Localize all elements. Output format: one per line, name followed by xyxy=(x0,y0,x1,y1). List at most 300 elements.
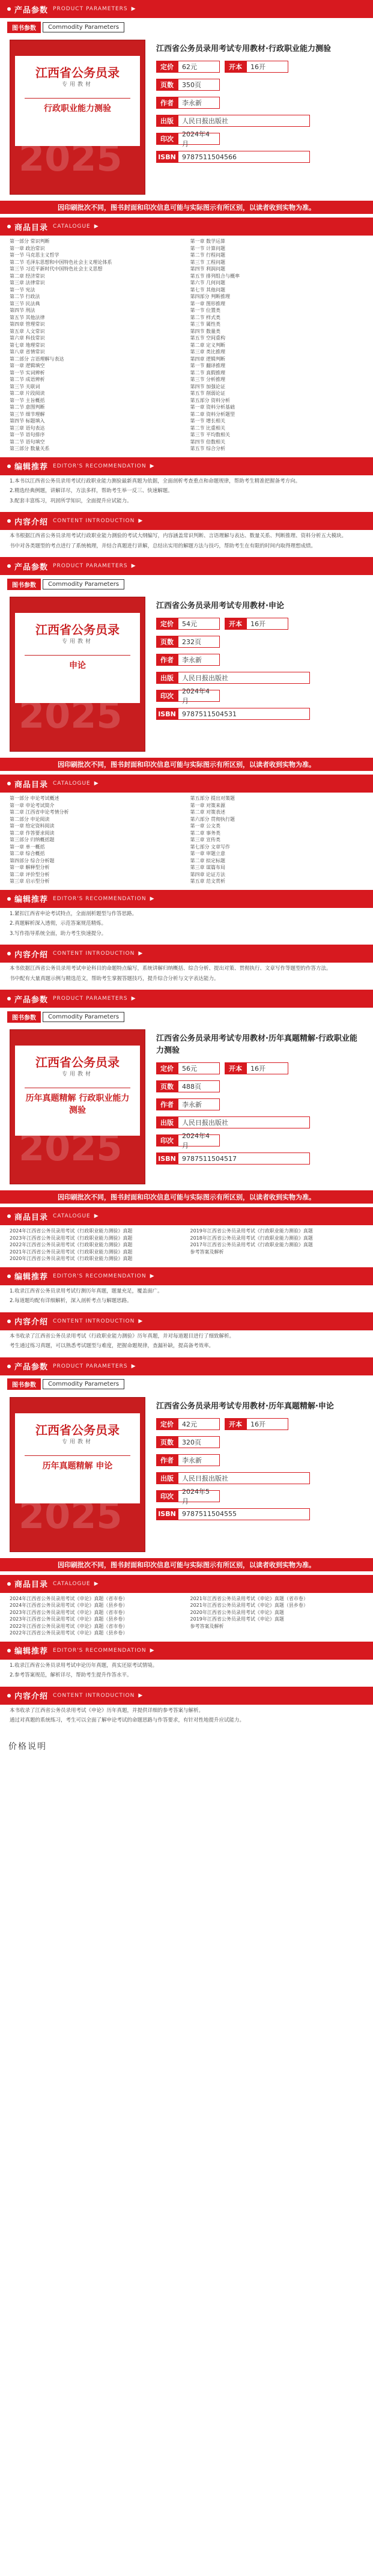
commodity-params-tag: Commodity Parameters xyxy=(43,22,124,32)
param-value: 488页 xyxy=(178,1080,220,1092)
catalog-item: 第三节 习近平新时代中国特色社会主义思想 xyxy=(10,266,103,272)
catalog-item: 2017年江西省公务员录用考试《行政职业能力测验》真题 xyxy=(190,1242,313,1247)
catalog-item: 第一节 宪法 xyxy=(10,287,35,293)
section-title-en: EDITOR'S RECOMMENDATION xyxy=(53,463,147,469)
catalog-item: 第一章 单一概括 xyxy=(10,844,45,850)
bullet-icon xyxy=(7,952,11,955)
product-card xyxy=(0,1026,373,1190)
bullet-icon xyxy=(7,1365,11,1368)
content-intro-text xyxy=(0,1330,373,1357)
catalog-item: 2022年江西省公务员录用考试《行政职业能力测验》真题 xyxy=(10,1242,133,1247)
chevron-right-icon: ▶ xyxy=(138,518,143,524)
catalog-item: 第一节 翻译推理 xyxy=(190,363,226,368)
book-params-header xyxy=(7,1379,373,1390)
cover-title: 江西省公务员录 xyxy=(35,1055,120,1070)
catalog-item: 第五节 综合分析 xyxy=(190,446,226,451)
section-title: 内容介绍 xyxy=(14,1318,49,1327)
product-info xyxy=(145,1029,363,1184)
paragraph: 3.写作指导系统全面，助力考生快速提分。 xyxy=(10,930,107,937)
cover-title: 江西省公务员录 xyxy=(35,65,120,80)
catalog-item: 第一节 计算问题 xyxy=(190,245,226,251)
catalog-item: 第六部分 贯彻执行题 xyxy=(190,816,235,822)
book-cover-image xyxy=(10,597,145,752)
param-value: 2024年5月 xyxy=(178,1490,220,1502)
section-title-en: PRODUCT PARAMETERS xyxy=(53,996,128,1002)
section-title-en: CATALOGUE xyxy=(53,1580,91,1587)
catalog-item: 第一章 审题立意 xyxy=(190,851,226,856)
paragraph: 本书根据江西省公务员录用考试行政职业能力测验的考试大纲编写，内容涵盖常识判断、言语理解与表达、数量关系、判断推理、资料分析五大模块。 xyxy=(10,533,347,539)
catalog-item: 第二章 经济常识 xyxy=(10,273,45,279)
section-title: 商品目录 xyxy=(14,1580,49,1589)
catalog-item: 第一章 公文类 xyxy=(190,823,221,829)
param-label: 印次 xyxy=(156,133,178,145)
param-value: 9787511504555 xyxy=(178,1508,310,1520)
bullet-icon xyxy=(7,1214,11,1218)
param-row xyxy=(156,1472,363,1485)
paragraph: 书中对各类题型的考点进行了系统梳理，并结合真题进行讲解，总结出实用的解题方法与技巧，帮助考生在有限的时间内取得理想成绩。 xyxy=(10,543,317,549)
product-params-bar xyxy=(0,557,373,575)
notice-banner: 因印刷批次不同，图书封面和印次信息可能与实际图示有所区别，以读者收到实物为准。 xyxy=(0,201,373,214)
catalog-item: 第三节 细节理解 xyxy=(10,411,45,417)
catalog-item: 第四节 利润问题 xyxy=(190,266,226,272)
section-title: 产品参数 xyxy=(14,995,49,1005)
param-value: 2024年4月 xyxy=(178,133,220,145)
content-intro-bar xyxy=(0,512,373,530)
param-value: 232页 xyxy=(178,636,220,648)
param-value: 李永新 xyxy=(178,97,220,109)
bullet-icon xyxy=(7,225,11,228)
commodity-params-tag: Commodity Parameters xyxy=(43,1012,124,1022)
book-name: 江西省公务员录用考试专用教材·历年真题精解·行政职业能力测验 xyxy=(156,1034,357,1055)
bullet-icon xyxy=(7,1649,11,1652)
catalog-item: 第五部分 资料分析 xyxy=(190,397,231,403)
section-title: 编辑推荐 xyxy=(14,895,49,904)
catalog-item: 第二章 评价型分析 xyxy=(10,871,50,877)
content-intro-bar xyxy=(0,945,373,963)
catalog-item: 2024年江西省公务员录用考试《申论》真题（省市卷） xyxy=(10,1595,128,1601)
catalog-item: 第一章 解释型分析 xyxy=(10,865,50,870)
param-value: 李永新 xyxy=(178,1454,220,1466)
catalog-item: 2018年江西省公务员录用考试《行政职业能力测验》真题 xyxy=(190,1235,313,1241)
book-params-tag: 图书参数 xyxy=(7,579,41,590)
param-label: 开本 xyxy=(225,61,246,73)
param-label: 作者 xyxy=(156,654,178,666)
cover-title: 江西省公务员录 xyxy=(35,1422,120,1437)
catalog-item: 第七章 地理常识 xyxy=(10,342,45,348)
param-label: 定价 xyxy=(156,1418,178,1430)
param-row xyxy=(156,130,363,148)
catalog-item: 第二部分 言语理解与表达 xyxy=(10,356,64,362)
param-row xyxy=(156,1098,363,1111)
section-title: 内容介绍 xyxy=(14,950,49,960)
catalog-item: 第五节 其他法律 xyxy=(10,314,45,320)
catalog-item: 2023年江西省公务员录用考试《申论》真题（县乡卷） xyxy=(10,1616,128,1622)
param-row xyxy=(156,1454,363,1467)
catalog-item: 第一节 实词辨析 xyxy=(10,370,45,376)
catalog-item: 第五节 空间重构 xyxy=(190,335,226,341)
catalog-column xyxy=(10,1595,183,1637)
chevron-right-icon: ▶ xyxy=(94,1213,99,1219)
chevron-right-icon: ▶ xyxy=(150,1647,154,1654)
bullet-icon xyxy=(7,782,11,785)
catalog-item: 参考答案及解析 xyxy=(190,1623,224,1629)
catalog-item: 第六章 科技常识 xyxy=(10,335,45,341)
catalog-list xyxy=(0,793,373,890)
catalog-bar xyxy=(0,1207,373,1225)
bullet-icon xyxy=(7,564,11,568)
catalog-item: 第三章 语句表达 xyxy=(10,425,45,431)
param-label: ISBN xyxy=(156,1508,178,1520)
section-title: 产品参数 xyxy=(14,1363,49,1372)
catalog-item: 第二章 综合概括 xyxy=(10,851,45,856)
param-label: 页数 xyxy=(156,1436,178,1448)
catalog-item: 第二节 意图判断 xyxy=(10,404,45,410)
bullet-icon xyxy=(7,1274,11,1278)
param-label: 出版 xyxy=(156,1116,178,1128)
catalog-item: 第四节 刑法 xyxy=(10,308,35,313)
book-cover-image xyxy=(10,1029,145,1184)
paragraph: 2.精选经典例题，讲解详尽，方法多样，帮助考生举一反三、快速解题。 xyxy=(10,488,173,494)
param-row xyxy=(156,687,363,705)
section-title-en: CONTENT INTRODUCTION xyxy=(53,1692,135,1699)
section-title: 商品目录 xyxy=(14,1213,49,1222)
cover-subject: 行政职业能力测验 xyxy=(25,98,130,114)
param-value: 16开 xyxy=(246,618,288,630)
catalog-column xyxy=(183,1595,364,1637)
catalog-item: 2023年江西省公务员录用考试《申论》真题（省市卷） xyxy=(10,1609,128,1615)
catalog-item: 第二章 事务类 xyxy=(190,830,221,836)
product-card xyxy=(0,1393,373,1558)
book-params-header xyxy=(7,1011,373,1022)
param-row xyxy=(156,1417,363,1431)
param-value: 人民日报出版社 xyxy=(178,672,310,684)
param-label: 出版 xyxy=(156,115,178,127)
param-row xyxy=(156,653,363,666)
catalog-item: 第二章 对策表述 xyxy=(190,809,226,815)
param-value: 人民日报出版社 xyxy=(178,115,310,127)
catalog-item: 第一章 对策来源 xyxy=(190,802,226,808)
paragraph: 1.紧扣江西省申论考试特点，全面剖析题型与作答思路。 xyxy=(10,910,138,917)
catalog-item: 第一节 增长相关 xyxy=(190,418,226,424)
catalog-item: 第二部分 申论阅读 xyxy=(10,816,50,822)
product-info xyxy=(145,597,363,752)
param-value: 9787511504531 xyxy=(178,708,310,720)
catalog-item: 第三节 民法典 xyxy=(10,300,40,306)
paragraph: 2.每道题均配有详细解析，深入剖析考点与解题思路。 xyxy=(10,1298,132,1304)
book-params-header xyxy=(7,579,373,589)
catalog-item: 2023年江西省公务员录用考试《行政职业能力测验》真题 xyxy=(10,1235,133,1241)
param-label: 印次 xyxy=(156,690,178,702)
catalog-bar xyxy=(0,1575,373,1593)
catalog-item: 第三章 宣传类 xyxy=(190,837,221,842)
param-label: ISBN xyxy=(156,708,178,720)
param-row xyxy=(156,1062,363,1075)
catalog-item: 第二节 毛泽东思想和中国特色社会主义理论体系 xyxy=(10,259,112,265)
catalog-item: 第五章 范文赏析 xyxy=(190,878,226,884)
catalog-item: 第一章 数学运算 xyxy=(190,239,226,244)
param-value: 320页 xyxy=(178,1436,220,1448)
cover-series: 专用教材 xyxy=(61,1071,93,1077)
param-label: 定价 xyxy=(156,618,178,630)
catalog-item: 第二节 成语辨析 xyxy=(10,377,45,382)
param-row xyxy=(156,60,363,73)
chevron-right-icon: ▶ xyxy=(131,996,136,1002)
price-note-title: 价格说明 xyxy=(8,1741,47,1752)
book-params-tag: 图书参数 xyxy=(7,1011,41,1023)
catalog-item: 第五部分 提出对策题 xyxy=(190,796,235,801)
editor-recommendation-text xyxy=(0,908,373,945)
section-title-en: CATALOGUE xyxy=(53,1213,91,1219)
product-params-bar xyxy=(0,1357,373,1375)
catalog-item: 第一部分 常识判断 xyxy=(10,239,50,244)
section-title-en: EDITOR'S RECOMMENDATION xyxy=(53,1273,147,1279)
param-value: 李永新 xyxy=(178,1098,220,1110)
param-value: 9787511504566 xyxy=(178,151,310,163)
param-row xyxy=(156,1152,363,1165)
catalog-item: 第二节 行程问题 xyxy=(190,252,226,258)
book-params-tag: 图书参数 xyxy=(7,1378,41,1390)
catalog-item: 2024年江西省公务员录用考试《行政职业能力测验》真题 xyxy=(10,1228,133,1234)
catalog-item: 第三章 启示型分析 xyxy=(10,878,50,884)
catalog-item: 第五节 削弱论证 xyxy=(190,391,226,396)
editor-recommendation-text xyxy=(0,1285,373,1312)
cover-subject: 历年真题精解 申论 xyxy=(25,1455,130,1472)
catalog-column xyxy=(10,1228,183,1262)
book-name: 江西省公务员录用考试专用教材·历年真题精解·申论 xyxy=(156,1401,334,1411)
param-value: 16开 xyxy=(246,1062,288,1074)
param-row xyxy=(156,707,363,720)
catalog-item: 第三节 关联词 xyxy=(10,383,40,389)
catalog-item: 第四节 加强论证 xyxy=(190,383,226,389)
param-label: 出版 xyxy=(156,1472,178,1484)
catalog-item: 2021年江西省公务员录用考试《行政职业能力测验》真题 xyxy=(10,1249,133,1255)
catalog-bar xyxy=(0,775,373,793)
catalog-item: 第一章 逻辑填空 xyxy=(10,363,45,368)
param-label: 作者 xyxy=(156,1454,178,1466)
section-title: 商品目录 xyxy=(14,780,49,790)
cover-subject: 申论 xyxy=(25,655,130,671)
catalog-column xyxy=(183,238,364,452)
param-label: 作者 xyxy=(156,1098,178,1110)
catalog-item: 第四部分 判断推理 xyxy=(190,294,231,299)
catalog-item: 第一章 给定资料阅读 xyxy=(10,823,55,829)
param-label: 页数 xyxy=(156,636,178,648)
paragraph: 考生通过练习真题，可以熟悉考试题型与难度，把握命题规律，查漏补缺，提高备考效率。 xyxy=(10,1343,214,1349)
param-value: 350页 xyxy=(178,79,220,91)
content-intro-text xyxy=(0,1705,373,1732)
catalog-item: 第二节 比重相关 xyxy=(190,425,226,431)
catalog-item: 第三节 工程问题 xyxy=(190,259,226,265)
param-row xyxy=(156,1508,363,1521)
chevron-right-icon: ▶ xyxy=(150,463,154,469)
catalog-item: 第四章 逻辑判断 xyxy=(190,356,226,362)
catalog-item: 2019年江西省公务员录用考试《行政职业能力测验》真题 xyxy=(190,1228,313,1234)
param-value: 李永新 xyxy=(178,654,220,666)
param-value: 2024年4月 xyxy=(178,690,220,702)
catalog-item: 第四部分 综合分析题 xyxy=(10,857,55,863)
book-cover-image xyxy=(10,40,145,195)
param-value: 人民日报出版社 xyxy=(178,1472,310,1484)
chevron-right-icon: ▶ xyxy=(94,781,99,787)
catalog-item: 第七部分 文章写作 xyxy=(190,844,231,850)
catalog-item: 第一节 语句排序 xyxy=(10,432,45,437)
param-row xyxy=(156,78,363,91)
param-value: 9787511504517 xyxy=(178,1153,310,1165)
cover-year-watermark: 2025 xyxy=(19,1125,123,1169)
param-row xyxy=(156,617,363,630)
chevron-right-icon: ▶ xyxy=(131,6,136,12)
catalog-column xyxy=(10,238,183,452)
param-value: 16开 xyxy=(246,61,288,73)
catalog-item: 第二章 定义判断 xyxy=(190,342,226,348)
bullet-icon xyxy=(7,1320,11,1323)
book-params-tag: 图书参数 xyxy=(7,22,41,33)
catalog-item: 第二节 语句填空 xyxy=(10,439,45,445)
content-intro-text xyxy=(0,963,373,990)
cover-year-watermark: 2025 xyxy=(19,1493,123,1537)
catalog-item: 第五章 人文常识 xyxy=(10,328,45,334)
catalog-item: 第一部分 申论考试概述 xyxy=(10,796,59,801)
section-title: 编辑推荐 xyxy=(14,1273,49,1282)
chevron-right-icon: ▶ xyxy=(138,1692,143,1699)
param-label: 页数 xyxy=(156,79,178,91)
chevron-right-icon: ▶ xyxy=(138,1318,143,1324)
section-title-en: CATALOGUE xyxy=(53,224,91,230)
paragraph: 1.本书以江西省公务员录用考试行政职业能力测验最新真题为依据，全面剖析考查重点和命题规律，帮助考生精准把握备考方向。 xyxy=(10,478,301,484)
chevron-right-icon: ▶ xyxy=(150,895,154,902)
section-title-en: PRODUCT PARAMETERS xyxy=(53,1363,128,1369)
catalog-item: 第四节 数量类 xyxy=(190,328,221,334)
section-title-en: PRODUCT PARAMETERS xyxy=(53,563,128,569)
param-row xyxy=(156,1116,363,1129)
catalog-bar xyxy=(0,218,373,236)
section-title-en: PRODUCT PARAMETERS xyxy=(53,6,128,12)
bullet-icon xyxy=(7,464,11,468)
catalog-item: 第二节 真假推理 xyxy=(190,370,226,376)
paragraph: 2.真题解析深入透彻，示范答案规范精炼。 xyxy=(10,921,107,927)
param-row xyxy=(156,635,363,648)
content-intro-bar xyxy=(0,1687,373,1705)
param-label: 定价 xyxy=(156,1062,178,1074)
catalog-item: 第七节 其他问题 xyxy=(190,287,226,293)
bullet-icon xyxy=(7,519,11,523)
catalog-item: 第一章 图形推理 xyxy=(190,300,226,306)
catalog-item: 第二节 行政法 xyxy=(10,294,40,299)
section-title-en: CONTENT INTRODUCTION xyxy=(53,951,135,957)
chevron-right-icon: ▶ xyxy=(150,1273,154,1279)
editor-recommendation-text xyxy=(0,1660,373,1687)
catalog-item: 2021年江西省公务员录用考试《申论》真题（省市卷） xyxy=(190,1595,308,1601)
param-row xyxy=(156,1487,363,1505)
catalog-item: 第一节 位置类 xyxy=(190,308,221,313)
catalog-item: 第三部分 数量关系 xyxy=(10,446,50,451)
product-params-bar xyxy=(0,0,373,18)
param-label: ISBN xyxy=(156,151,178,163)
catalog-item: 2021年江西省公务员录用考试《申论》真题（县乡卷） xyxy=(190,1603,308,1608)
catalog-item: 第三章 谋篇布局 xyxy=(190,865,226,870)
catalog-list xyxy=(0,1225,373,1267)
catalog-item: 第一节 主旨概括 xyxy=(10,397,45,403)
paragraph: 本书收录了江西省公务员录用考试《行政职业能力测验》历年真题，并对每道题目进行了细致解析。 xyxy=(10,1333,235,1339)
chevron-right-icon: ▶ xyxy=(131,563,136,569)
cover-year-watermark: 2025 xyxy=(19,693,123,737)
param-label: 页数 xyxy=(156,1080,178,1092)
product-info xyxy=(145,40,363,195)
section-title-en: EDITOR'S RECOMMENDATION xyxy=(53,1647,147,1654)
catalog-item: 第二章 江西省申论考情分析 xyxy=(10,809,69,815)
cover-title: 江西省公务员录 xyxy=(35,623,120,637)
catalog-item: 第二章 拟定标题 xyxy=(190,857,226,863)
book-cover-image xyxy=(10,1397,145,1552)
param-label: 定价 xyxy=(156,61,178,73)
catalog-item: 第一章 政治常识 xyxy=(10,245,45,251)
paragraph: 1.收录江西省公务员录用考试申论历年真题，真实还原考试情境。 xyxy=(10,1662,158,1669)
catalog-item: 第四章 论证方法 xyxy=(190,871,226,877)
editor-recommendation-text xyxy=(0,475,373,513)
cover-year-watermark: 2025 xyxy=(19,136,123,180)
book-name: 江西省公务员录用考试专用教材·行政职业能力测验 xyxy=(156,44,331,53)
param-row xyxy=(156,114,363,127)
catalog-column xyxy=(183,795,364,885)
section-title-en: EDITOR'S RECOMMENDATION xyxy=(53,895,147,902)
catalog-column xyxy=(183,1228,364,1262)
book-name: 江西省公务员录用考试专用教材·申论 xyxy=(156,601,284,611)
param-value: 56元 xyxy=(178,1062,220,1074)
section-title: 产品参数 xyxy=(14,562,49,572)
section-title-en: CATALOGUE xyxy=(53,781,91,787)
catalog-item: 2022年江西省公务员录用考试《申论》真题（县乡卷） xyxy=(10,1630,128,1636)
editor-recommendation-bar xyxy=(0,1642,373,1660)
cover-series: 专用教材 xyxy=(61,639,93,645)
product-info xyxy=(145,1397,363,1552)
catalog-item: 第三节 平均数相关 xyxy=(190,432,231,437)
bullet-icon xyxy=(7,997,11,1000)
notice-banner: 因印刷批次不同，图书封面和印次信息可能与实际图示有所区别，以读者收到实物为准。 xyxy=(0,1558,373,1571)
product-card xyxy=(0,593,373,758)
catalog-item: 第三节 属性类 xyxy=(190,321,221,327)
catalog-item: 第一节 马克思主义哲学 xyxy=(10,252,59,258)
paragraph: 通过对真题的系统练习，考生可以全面了解申论考试的命题思路与作答要求，有针对性地提升应试能力。 xyxy=(10,1717,245,1723)
paragraph: 本书依据江西省公务员录用考试申论科目的命题特点编写，系统讲解归纳概括、综合分析、提出对策、贯彻执行、文章写作等题型的作答方法。 xyxy=(10,966,332,972)
section-title-en: CONTENT INTRODUCTION xyxy=(53,518,135,524)
editor-recommendation-bar xyxy=(0,890,373,908)
catalog-item: 第四章 管理常识 xyxy=(10,321,45,327)
content-intro-text xyxy=(0,530,373,557)
section-title: 商品目录 xyxy=(14,223,49,233)
editor-recommendation-bar xyxy=(0,1267,373,1285)
commodity-params-tag: Commodity Parameters xyxy=(43,579,124,589)
paragraph: 3.配套丰富练习，巩固所学知识，全面提升应试能力。 xyxy=(10,498,132,504)
section-title: 内容介绍 xyxy=(14,517,49,527)
catalog-item: 2020年江西省公务员录用考试《申论》真题 xyxy=(190,1609,284,1615)
param-value: 2024年4月 xyxy=(178,1134,220,1146)
product-params-bar xyxy=(0,990,373,1008)
param-value: 16开 xyxy=(246,1418,288,1430)
param-label: 印次 xyxy=(156,1134,178,1146)
catalog-item: 参考答案及解析 xyxy=(190,1249,224,1255)
param-row xyxy=(156,150,363,163)
bullet-icon xyxy=(7,897,11,901)
notice-banner: 因印刷批次不同，图书封面和印次信息可能与实际图示有所区别，以读者收到实物为准。 xyxy=(0,1190,373,1204)
catalog-item: 第二章 作答要求阅读 xyxy=(10,830,55,836)
bullet-icon xyxy=(7,1582,11,1586)
section-title-en: CONTENT INTRODUCTION xyxy=(53,1318,135,1324)
catalog-item: 第八章 省情常识 xyxy=(10,349,45,355)
param-value: 62元 xyxy=(178,61,220,73)
param-label: 出版 xyxy=(156,672,178,684)
catalog-list xyxy=(0,236,373,457)
catalog-item: 第三章 法律常识 xyxy=(10,280,45,285)
